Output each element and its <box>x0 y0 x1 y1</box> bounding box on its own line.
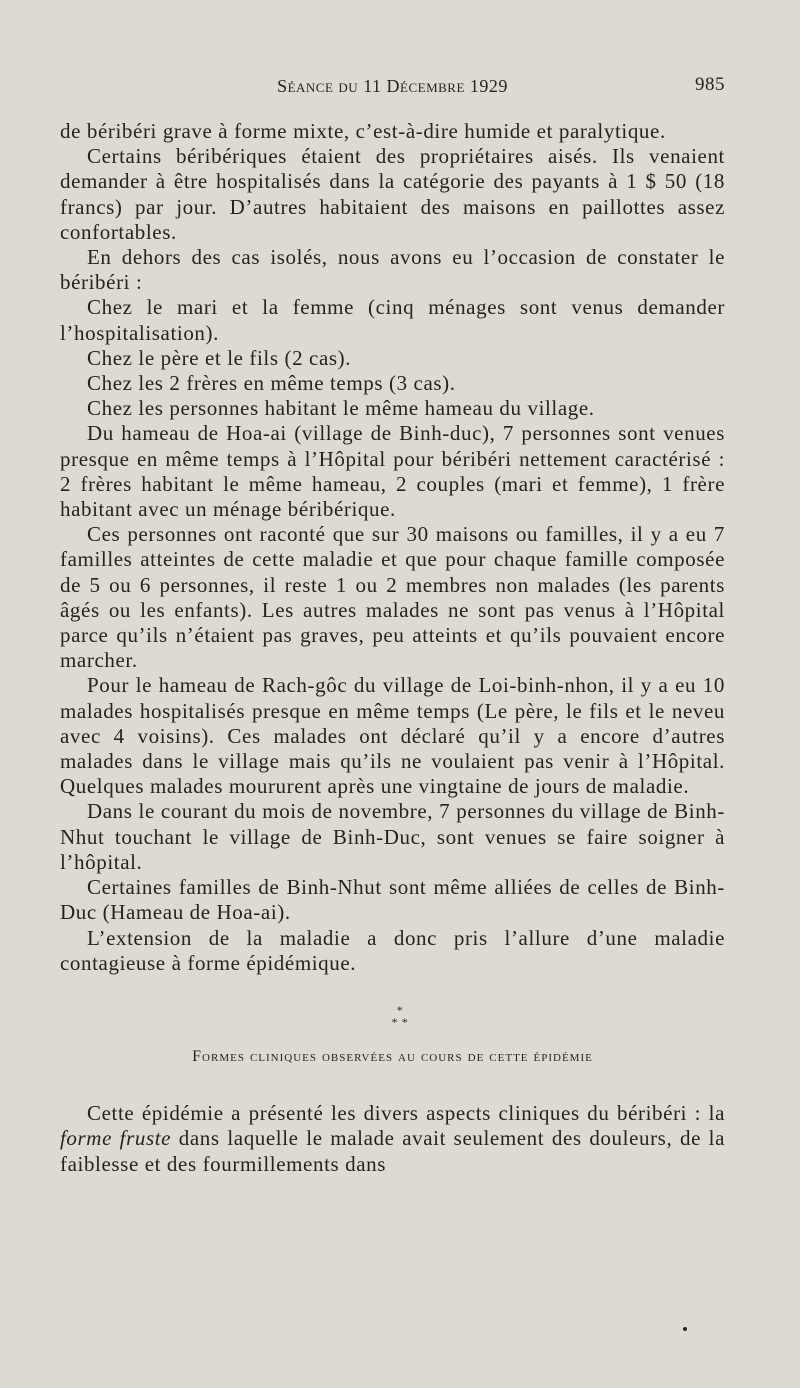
running-head <box>60 74 725 104</box>
final-text-before: Cette épidémie a présenté les divers aspects cliniques du béribéri : la <box>87 1101 725 1126</box>
page-number: 985 <box>695 74 725 95</box>
asterism-top: * <box>396 1002 404 1017</box>
paragraph: Chez les personnes habitant le même hameau du village. <box>87 396 595 421</box>
paragraph: Chez le père et le fils (2 cas). <box>87 345 352 370</box>
section-heading: Formes cliniques observées au cours de cette épidémie <box>192 1047 593 1065</box>
ink-speck <box>683 1327 687 1331</box>
paragraph: Chez le mari et la femme (cinq ménages sont venus demander l’hospitalisation). <box>60 295 725 345</box>
paragraph: de béribéri grave à forme mixte, c’est-à-dire humide et paralytique. <box>60 119 666 143</box>
asterism <box>60 1004 725 1028</box>
running-title: Séance du 11 Décembre 1929 <box>277 76 508 96</box>
paragraph: Pour le hameau de Rach-gôc du village de Loi-binh-nhon, il y a eu 10 malades hospitalisés presque en même temps (Le père, le fils et le neveu avec 4 voisins). Ces malades ont déclaré qu’il y a encore d’autres malades dans le village mais qu’ils ne voulaient pas venir à l’Hôpital. Quelques malades moururent après une vingtaine de jours de maladie. <box>60 673 725 799</box>
paragraph: Chez les 2 frères en même temps (3 cas). <box>87 371 456 396</box>
paragraph: Ces personnes ont raconté que sur 30 maisons ou familles, il y a eu 7 familles atteintes de cette maladie et que pour chaque famille composée de 5 ou 6 personnes, il reste 1 ou 2 membres non malades (les parents âgés ou les enfants). Les autres malades ne sont pas venus à l’Hôpital parce qu’ils n’étaient pas graves, peu atteints et qu’ils pouvaient encore marcher. <box>60 522 725 673</box>
paragraph: Certains béribériques étaient des propriétaires aisés. Ils venaient demander à être hospitalisés dans la catégorie des payants à 1 $ 50 (18 francs) par jour. D’autres habitaient des maisons en paillottes assez confortables. <box>60 144 725 244</box>
paragraph: En dehors des cas isolés, nous avons eu l’occasion de constater le béribéri : <box>60 245 725 295</box>
final-text-after: dans laquelle le malade avait seulement des douleurs, de la faiblesse et des fourmillements dans <box>60 1126 726 1176</box>
paragraph: Certaines familles de Binh-Nhut sont même alliées de celles de Binh-Duc (Hameau de Hoa-ai). <box>60 875 725 925</box>
final-text-italic: forme fruste <box>60 1126 172 1151</box>
body-text <box>60 119 725 1177</box>
asterism-bottom: * * <box>391 1014 409 1029</box>
paragraph-final <box>60 1101 725 1177</box>
paragraph: Du hameau de Hoa-ai (village de Binh-duc), 7 personnes sont venues presque en même temps à l’Hôpital pour béribéri nettement caractérisé : 2 frères habitant le même hameau, 2 couples (mari et femme), 1 frère habitant avec un ménage béribérique. <box>60 421 725 522</box>
paragraph: Dans le courant du mois de novembre, 7 personnes du village de Binh-Nhut touchant le village de Binh-Duc, sont venues se faire soigner à l’hôpital. <box>60 799 725 874</box>
paragraph: L’extension de la maladie a donc pris l’allure d’une maladie contagieuse à forme épidémique. <box>60 925 725 975</box>
